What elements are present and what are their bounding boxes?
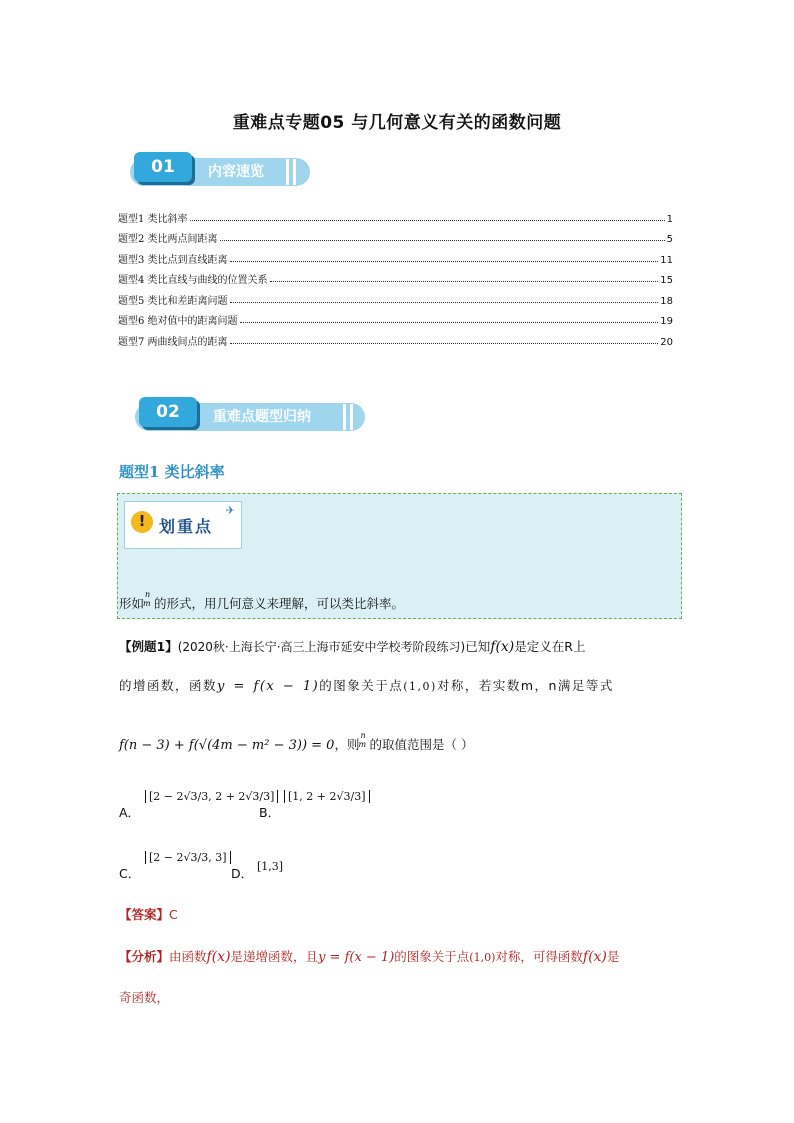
section-banner-contents: [120, 152, 320, 188]
option-b-value: [1, 2 + 2√3/3]: [284, 790, 370, 803]
section-number: 02: [139, 397, 197, 427]
keypoint-text: 形如 n m 的形式，用几何意义来理解，可以类比斜率。: [119, 590, 405, 611]
analysis-line-2: 奇函数，: [119, 990, 170, 1005]
section-label: 内容速览: [208, 164, 264, 180]
toc-entry[interactable]: 题型6 绝对值中的距离问题 19: [118, 316, 673, 327]
analysis-line-1: 【分析】由函数f(x)是递增函数，且y = f(x − 1)的图象关于点(1,0)对称，可得函数f(x)是: [119, 949, 620, 965]
example-line-1: 【例题1】(2020秋·上海长宁·高三上海市延安中学校考阶段练习)已知f(x)是定义在R上: [119, 639, 586, 655]
banner-stripes: [343, 404, 357, 430]
option-d-value: [1,3]: [257, 860, 284, 873]
keypoint-badge: ! 划重点 ✈: [124, 501, 242, 549]
type-heading: 题型1 类比斜率: [119, 463, 225, 481]
option-a-value: [2 − 2√3/3, 2 + 2√3/3]: [145, 790, 278, 803]
option-a[interactable]: A．: [119, 805, 141, 820]
answer: 【答案】C: [119, 907, 178, 922]
section-label: 重难点题型归纳: [213, 409, 311, 425]
toc-entry[interactable]: 题型1 类比斜率 1: [118, 213, 673, 225]
option-c-value: [2 − 2√3/3, 3]: [145, 851, 231, 864]
toc-entry[interactable]: 题型5 类比和差距离问题 18: [118, 295, 673, 307]
toc-entry[interactable]: 题型3 类比点到直线距离 11: [118, 254, 673, 266]
option-c[interactable]: C．: [119, 866, 141, 881]
section-banner-types: [125, 397, 375, 433]
lightbulb-icon: [131, 511, 153, 533]
paper-plane-icon: ✈: [225, 504, 235, 517]
table-of-contents: [118, 204, 673, 348]
toc-entry[interactable]: 题型4 类比直线与曲线的位置关系 15: [118, 275, 673, 286]
toc-entry[interactable]: 题型7 两曲线间点的距离 20: [118, 336, 673, 348]
example-line-2: 的增函数，函数y = f(x − 1)的图象关于点(1,0)对称，若实数m，n满足等式: [119, 678, 614, 694]
example-line-3: f(n − 3) + f(√(4m − m² − 3)) = 0，则 n m 的取值范围是（ ）: [119, 731, 474, 753]
banner-stripes: [286, 159, 300, 185]
page-title: 重难点专题05 与几何意义有关的函数问题: [232, 113, 562, 133]
option-b[interactable]: B．: [259, 805, 281, 820]
option-d[interactable]: D．: [231, 866, 254, 881]
section-number: 01: [134, 152, 192, 182]
toc-entry[interactable]: 题型2 类比两点间距离 5: [118, 234, 673, 245]
